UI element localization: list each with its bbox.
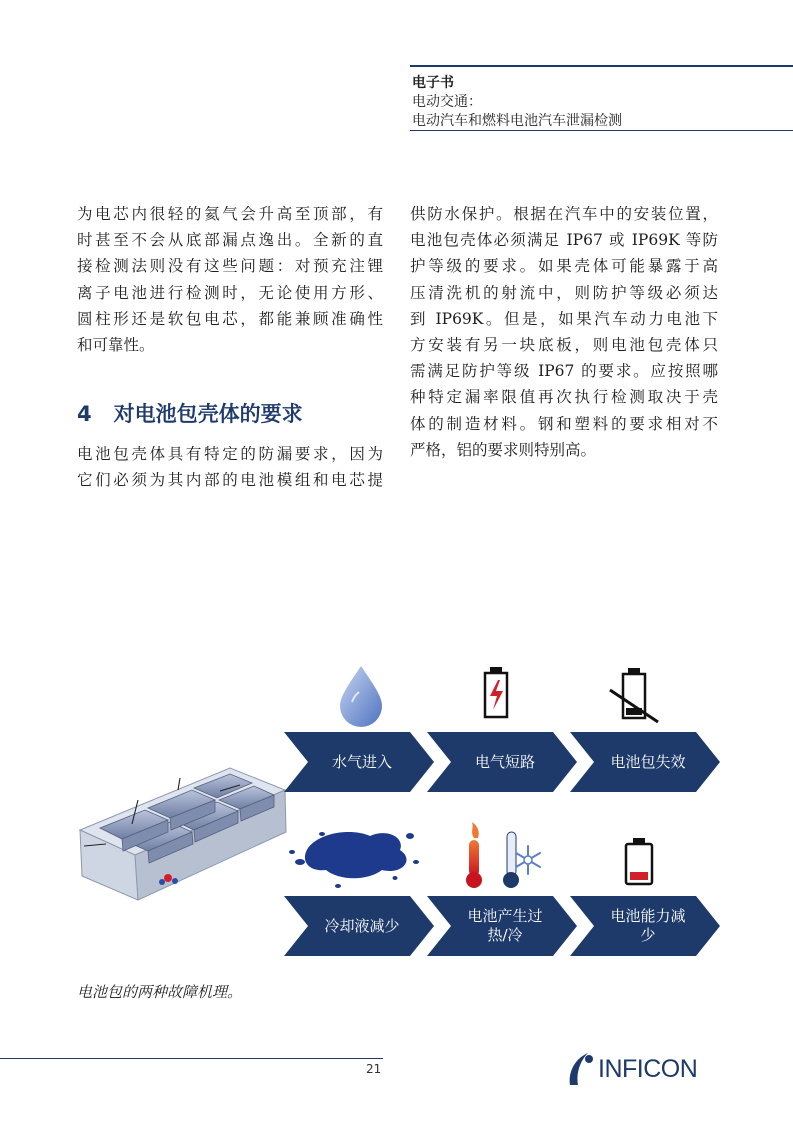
battery-low-icon: [626, 838, 652, 884]
text-line: 和可靠性。: [77, 336, 155, 355]
header-bottom-rule: [410, 130, 793, 131]
left-paragraph-2: [77, 441, 383, 493]
section-title: 对电池包壳体的要求: [113, 401, 303, 426]
header-top-rule: [410, 65, 793, 67]
text-line: 种特定漏率限值再次执行检测取决于壳: [410, 388, 718, 407]
text-line: 护等级的要求。如果壳体可能暴露于高: [410, 257, 718, 276]
text-line: 圆柱形还是软包电芯，都能兼顾准确性: [77, 309, 383, 328]
text-line: 方安装有另一块底板，则电池包壳体只: [410, 336, 718, 355]
section-number: 4: [77, 402, 92, 426]
text-line: 供防水保护。根据在汽车中的安装位置，: [410, 205, 718, 223]
text-line: 体的制造材料。钢和塑料的要求相对不: [410, 414, 718, 433]
text-line: 离子电池进行检测时，无论使用方形、: [77, 283, 383, 302]
label-overheat-line1: 电池产生过: [467, 907, 543, 925]
right-paragraph: [410, 201, 718, 463]
figure-caption: 电池包的两种故障机理。: [77, 983, 243, 1001]
arrow-row-2: [284, 896, 720, 956]
page-number: 21: [366, 1062, 382, 1076]
text-line: 电池包壳体必须满足 IP67 或 IP69K 等防: [410, 231, 718, 250]
text-line: 时甚至不会从底部漏点逸出。全新的直: [77, 231, 383, 250]
text-line: 它们必须为其内部的电池模组和电芯提: [77, 471, 383, 490]
thermometer-snowflake-icon: [466, 822, 540, 888]
left-paragraph-1: [77, 201, 383, 358]
battery-pack-illustration: [80, 768, 286, 900]
battery-short-icon: [485, 667, 507, 717]
footer-rule: [0, 1058, 383, 1059]
text-line: 严格，铝的要求则特别高。: [410, 440, 597, 459]
section-heading: [77, 398, 303, 428]
water-drop-icon: [340, 666, 382, 727]
label-coolant-loss: 冷却液减少: [324, 917, 400, 935]
text-line: 需满足防护等级 IP67 的要求。应按照哪: [410, 362, 718, 381]
header-doc-type: 电子书: [412, 75, 454, 91]
header-title: 电动汽车和燃料电池汽车泄漏检测: [412, 113, 622, 129]
text-line: 到 IP69K。但是，如果汽车动力电池下: [410, 309, 718, 328]
battery-failure-icon: [610, 668, 658, 722]
inficon-logo-mark: [566, 1051, 596, 1087]
failure-mechanism-figure: [70, 650, 730, 970]
arrow-row-1: [284, 732, 720, 792]
text-line: 为电芯内很轻的氦气会升高至顶部，有: [77, 205, 383, 223]
label-moisture-ingress: 水气进入: [331, 753, 393, 771]
label-capacity-line1: 电池能力减: [610, 907, 686, 925]
header-series: 电动交通：: [412, 94, 482, 110]
label-electrical-short: 电气短路: [474, 753, 536, 771]
label-capacity-line2: 少: [640, 926, 656, 944]
text-line: 压清洗机的射流中，则防护等级必须达: [410, 283, 718, 302]
text-line: 接检测法则没有这些问题：对预充注锂: [77, 257, 383, 276]
text-line: 电池包壳体具有特定的防漏要求，因为: [77, 445, 383, 463]
label-pack-failure: 电池包失效: [610, 753, 686, 771]
label-overheat-line2: 热/冷: [487, 926, 523, 944]
brand-logo-text: INFICON: [598, 1055, 698, 1083]
coolant-spill-icon: [289, 832, 419, 888]
